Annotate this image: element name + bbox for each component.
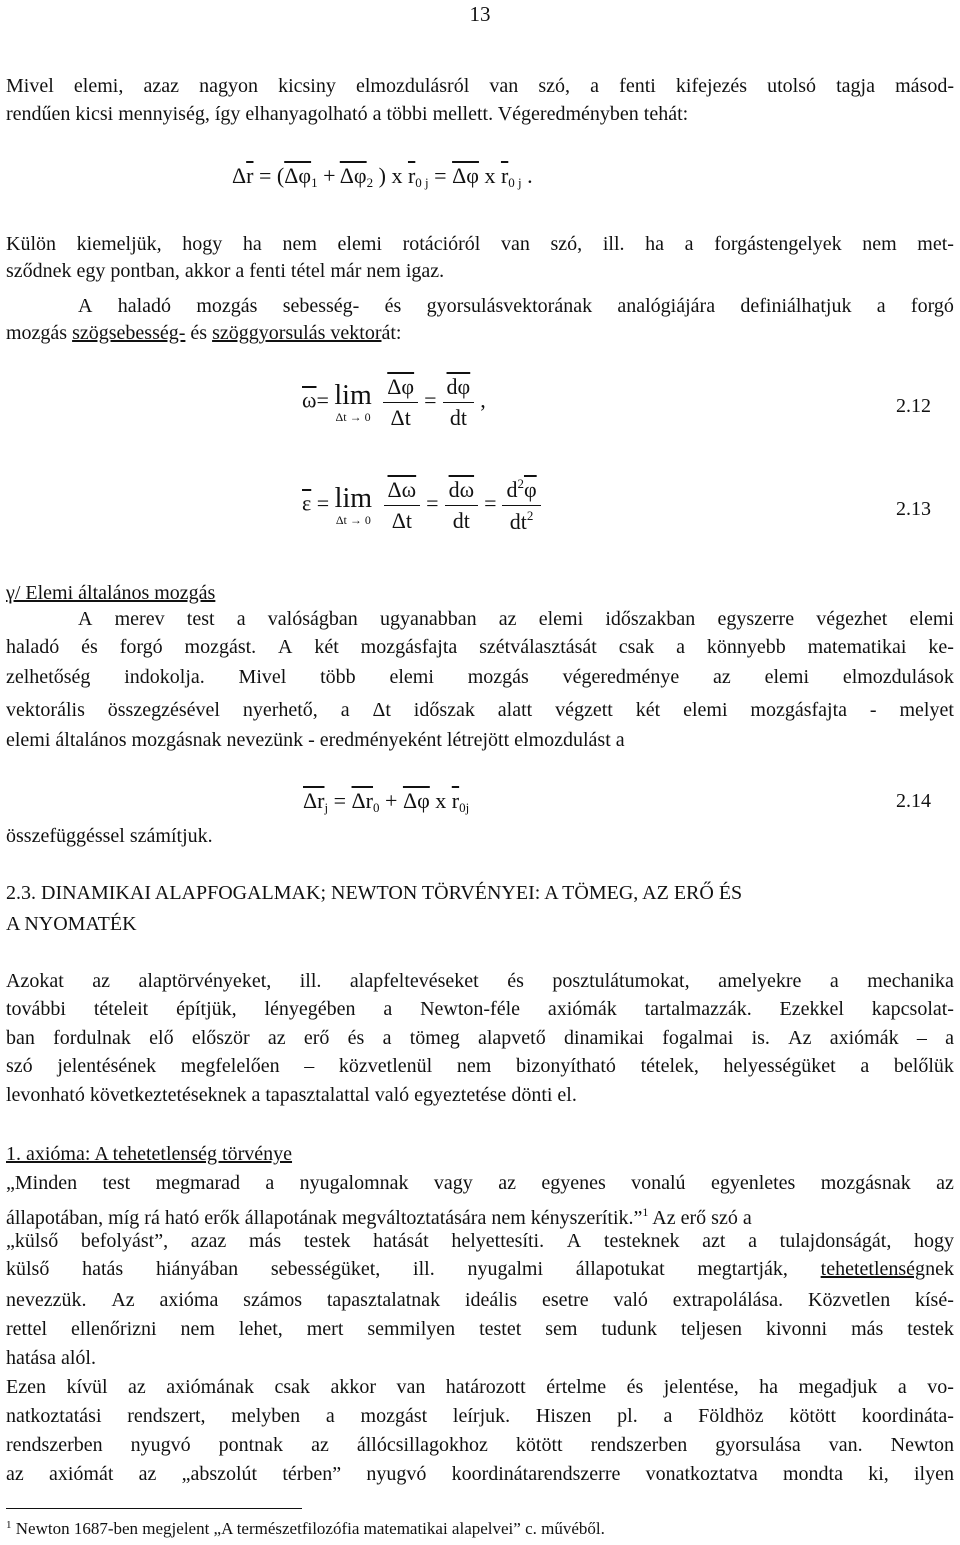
word: kötött: [515, 1434, 563, 1456]
word: lehet,: [238, 1318, 283, 1340]
footnote: [6, 1519, 605, 1539]
word: teljesen: [680, 1318, 743, 1340]
word: tapasztalatnak: [326, 1289, 441, 1311]
word: nyugvó: [366, 1463, 427, 1485]
word: sem: [545, 1318, 578, 1340]
word: analógiájára: [617, 295, 716, 317]
word: az: [713, 666, 731, 688]
word: matematikai: [807, 636, 907, 658]
word: haladó: [6, 636, 60, 658]
word: jelentése,: [663, 1376, 739, 1398]
word: ha: [759, 1376, 779, 1398]
word: A: [78, 608, 93, 630]
word: az: [498, 608, 517, 630]
axiom-1-line-2: állapotában, míg rá ható erők állapotának megváltoztatására nem kényszerítik.”$^1$ Az erő szó a: [6, 1205, 752, 1229]
word: Newton: [890, 1434, 954, 1456]
word: vo-: [927, 1376, 954, 1398]
word: vonatkoztatva: [645, 1463, 758, 1485]
word: van: [489, 75, 519, 97]
word: merev: [114, 608, 165, 630]
word: mozgásnak: [820, 1172, 911, 1194]
word: ke-: [928, 636, 954, 658]
term-angular-velocity: szögsebesség-: [72, 322, 186, 344]
word: is.: [751, 1027, 770, 1049]
word: nem: [456, 1055, 492, 1077]
page-number: 13: [469, 2, 491, 26]
word: dinamikai: [563, 1027, 644, 1049]
word: fenti: [619, 75, 656, 97]
word: egyenes: [541, 1172, 606, 1194]
word: akkor: [330, 1376, 376, 1398]
axiom-1-line-6: [6, 1316, 954, 1342]
word: időszakban: [605, 608, 696, 630]
word: alatt: [497, 699, 533, 721]
word: befolyást”,: [80, 1230, 169, 1252]
section-2-3-line-1: [6, 968, 954, 994]
word: építjük,: [176, 998, 237, 1020]
axiom-1-line-1: [6, 1170, 954, 1196]
word: időszak: [413, 699, 475, 721]
axiom-1-line-8: [6, 1374, 954, 1400]
word: nem: [282, 233, 317, 255]
word: belőlük: [893, 1055, 954, 1077]
word: vagy: [433, 1172, 473, 1194]
word: tételeit: [93, 998, 149, 1020]
word: van: [500, 233, 530, 255]
word: haladó: [117, 295, 172, 317]
word: ill.: [602, 233, 625, 255]
word: mechanika: [867, 970, 954, 992]
para2-line-2: sződnek egy pontban, akkor a fenti tétel már nem igaz.: [6, 260, 445, 282]
word: térben”: [282, 1463, 342, 1485]
word: ill.: [299, 970, 322, 992]
word: alapvető: [477, 1027, 546, 1049]
word: kiemeljük,: [76, 233, 162, 255]
word: test: [186, 608, 215, 630]
word: nem: [180, 1318, 215, 1340]
word: mozgást.: [184, 636, 257, 658]
word: elemi: [909, 608, 954, 630]
word: és: [347, 1027, 365, 1049]
word: ellenőrizni: [71, 1318, 157, 1340]
word: szó: [6, 1055, 33, 1077]
word: gyorsulásvektorának: [426, 295, 593, 317]
word: semmilyen: [367, 1318, 456, 1340]
word: csak: [618, 636, 655, 658]
word: A: [78, 295, 93, 317]
word: –: [916, 1027, 927, 1049]
word: testek: [907, 1318, 954, 1340]
word: végzett: [555, 699, 613, 721]
word: végeredménye: [562, 666, 680, 688]
word: tagja: [836, 75, 875, 97]
word: hogy: [182, 233, 223, 255]
word: ideális: [464, 1289, 518, 1311]
word: kicsiny: [278, 75, 336, 97]
word: extrapolálása.: [672, 1289, 784, 1311]
word: külső: [6, 1258, 50, 1280]
word: az: [6, 1463, 24, 1485]
word: alaptörvényeket,: [138, 970, 272, 992]
word: A: [278, 636, 293, 658]
footnote-separator: [6, 1508, 302, 1509]
word: vonalú: [631, 1172, 686, 1194]
word: és: [81, 636, 98, 658]
word: először: [191, 1027, 250, 1049]
word: és: [626, 1376, 644, 1398]
word: nevezzük.: [6, 1289, 87, 1311]
word: elemi: [337, 233, 382, 255]
word: Ezen: [6, 1376, 46, 1398]
word: több: [320, 666, 356, 688]
gamma-line-1: [78, 606, 954, 632]
word: állapotukat: [575, 1258, 665, 1280]
word: utolsó: [767, 75, 817, 97]
word: tudunk: [601, 1318, 657, 1340]
word: vektorális: [6, 699, 85, 721]
word: koordinátarendszerre: [451, 1463, 621, 1485]
word: –: [304, 1055, 315, 1077]
word: natkoztatási: [6, 1405, 102, 1427]
word: és: [507, 970, 524, 992]
word: leírjuk.: [452, 1405, 511, 1427]
word: más: [248, 1230, 282, 1252]
word-suffix: nek: [925, 1258, 954, 1280]
section-2-3-line-5: levonható következtetéseknek a tapasztalattal való egyeztetése dönti el.: [6, 1084, 577, 1106]
word: axiómák: [829, 1027, 899, 1049]
word: fordulnak: [53, 1027, 131, 1049]
word: „abszolút: [181, 1463, 258, 1485]
gamma-line-2: [6, 634, 954, 660]
word: azaz: [143, 75, 179, 97]
word: nyugvó: [130, 1434, 191, 1456]
word: a: [325, 1405, 335, 1427]
word: pontnak: [218, 1434, 284, 1456]
word: közvetlenül: [338, 1055, 433, 1077]
word: van.: [828, 1434, 863, 1456]
word: megfelelően: [180, 1055, 280, 1077]
word: Newton-féle: [420, 998, 521, 1020]
word: hatását: [373, 1230, 429, 1252]
word: tételek,: [640, 1055, 699, 1077]
word: jelentésének: [57, 1055, 157, 1077]
word: a: [945, 1027, 954, 1049]
footnote-reference: 1: [642, 1205, 649, 1219]
word: forgó: [119, 636, 163, 658]
footnote-text: Newton 1687-ben megjelent „A természetfilozófia matematikai alapelvei” c. művéből.: [11, 1519, 605, 1538]
word: „külső: [6, 1230, 59, 1252]
word: rendszerben: [590, 1434, 688, 1456]
word: az: [936, 1172, 954, 1194]
word: a: [748, 1230, 757, 1252]
intro-line-1: [6, 73, 954, 99]
word: szó,: [538, 75, 571, 97]
word: mozgásfajta: [750, 699, 848, 721]
word: kívül: [66, 1376, 108, 1398]
word: elemi: [683, 699, 728, 721]
equation-number-2-12: 2.12: [896, 395, 931, 417]
word: test: [102, 1172, 131, 1194]
word: megadjuk: [798, 1376, 878, 1398]
word: hogy: [913, 1230, 954, 1252]
word: forgó: [910, 295, 954, 317]
word: ha: [645, 233, 665, 255]
word: számos: [243, 1289, 303, 1311]
axiom-1-line-4: [6, 1256, 954, 1282]
word: lényegében: [264, 998, 356, 1020]
section-2-3-heading-line-1: 2.3. DINAMIKAI ALAPFOGALMAK; NEWTON TÖRVÉNYEI: A TÖMEG, AZ ERŐ ÉS: [6, 882, 743, 904]
word: zelhetőség: [6, 666, 91, 688]
word: mondta: [782, 1463, 843, 1485]
word: a: [897, 1376, 907, 1398]
word: melyet: [899, 699, 954, 721]
para2-line-3: [78, 293, 954, 319]
word: rettel: [6, 1318, 48, 1340]
word: elemi: [389, 666, 434, 688]
word: és: [384, 295, 402, 317]
word: [821, 1256, 954, 1282]
word: az: [267, 1027, 286, 1049]
word: elmozdulásról: [355, 75, 470, 97]
word: kifejezés: [675, 75, 747, 97]
word: Azokat: [6, 970, 64, 992]
word: Külön: [6, 233, 56, 255]
axiom-1-line-9: [6, 1403, 954, 1429]
word: indokolja.: [124, 666, 205, 688]
word: sebességüket,: [270, 1258, 381, 1280]
word: Közvetlen: [808, 1289, 891, 1311]
word: az: [92, 970, 111, 992]
word: a: [876, 295, 886, 317]
word: rotációról: [402, 233, 481, 255]
word: kísé-: [915, 1289, 954, 1311]
word: „Minden: [6, 1172, 78, 1194]
intro-line-2: rendűen kicsi mennyiség, így elhanyagolható a többi mellett. Végeredményben tehát:: [6, 103, 689, 125]
word: ilyen: [913, 1463, 954, 1485]
word: helyettesíti.: [451, 1230, 545, 1252]
word: a: [829, 970, 839, 992]
word: testek: [303, 1230, 351, 1252]
word: a: [383, 998, 393, 1020]
word: a: [663, 1405, 673, 1427]
word: helyességüket: [723, 1055, 836, 1077]
footnote-mark: 1: [6, 1519, 12, 1531]
word: valóságban: [267, 608, 358, 630]
word: azaz: [190, 1230, 227, 1252]
word: fogalmai: [662, 1027, 734, 1049]
word: erő: [303, 1027, 330, 1049]
axiom-1-line-5: [6, 1287, 954, 1313]
gamma-line-3: [6, 664, 954, 690]
word: a: [340, 699, 350, 721]
word: csak: [274, 1376, 310, 1398]
word: a: [590, 75, 600, 97]
word: más: [851, 1318, 884, 1340]
word: a: [684, 233, 694, 255]
equation-2-14: $\overline{\Delta r}_j = \overline{\Delta r}_0 + \overline{\Delta\varphi}$ x $\overline{r}_{0j}$: [303, 788, 470, 815]
word: testeknek: [603, 1230, 680, 1252]
word: melyben: [231, 1405, 301, 1427]
word: kapcsolat-: [871, 998, 954, 1020]
word: elmozdulások: [842, 666, 954, 688]
word: értelme: [546, 1376, 607, 1398]
term-angular-acceleration: szöggyorsulás vektor: [212, 322, 382, 344]
word: másod-: [895, 75, 954, 97]
word: testet: [479, 1318, 522, 1340]
equation-number-2-13: 2.13: [896, 498, 931, 520]
word: egyenletes: [710, 1172, 796, 1194]
gamma-line-4: [6, 697, 954, 723]
section-2-3-line-2: [6, 996, 954, 1022]
term-inertia: tehetetlenség: [820, 1258, 926, 1280]
word: egyszerre: [717, 608, 795, 630]
word: definiálhatjuk: [740, 295, 852, 317]
word: nagyon: [199, 75, 258, 97]
word: való: [613, 1289, 648, 1311]
word: esetre: [541, 1289, 589, 1311]
word: hatás: [82, 1258, 124, 1280]
word: azt: [702, 1230, 726, 1252]
word: Δt: [372, 699, 391, 721]
word: a: [860, 1055, 870, 1077]
word: ugyanabban: [379, 608, 477, 630]
word: az: [138, 1463, 157, 1485]
word: állócsillagokhoz: [356, 1434, 488, 1456]
word: mert: [306, 1318, 344, 1340]
axiom-1-line-7: hatása alól.: [6, 1347, 96, 1369]
word: további: [6, 998, 66, 1020]
word: elemi: [764, 666, 810, 688]
word: Ezekkel: [779, 998, 844, 1020]
word: nyugalomnak: [299, 1172, 409, 1194]
axiom-1-line-11: [6, 1461, 954, 1487]
equation-rotation-sum: $\Delta\overline{r} = (\overline{\Delta\varphi}_1 + \overline{\Delta\varphi}_2$ ) x $\overline{r}_{0 j} = \overline{\Delta\varphi}$ x $\overline{r}_{0 j}$ .: [232, 163, 533, 190]
word: bizonyítható: [515, 1055, 616, 1077]
word: gyorsulása: [715, 1434, 801, 1456]
word: axióma: [159, 1289, 219, 1311]
word: mozgás: [196, 295, 258, 317]
word: van: [396, 1376, 426, 1398]
word: forgástengelyek: [714, 233, 842, 255]
equation-2-12: $\overline{\omega}= \lim$ Δt → 0 $\frac{\overline{\Delta\varphi}}{\Delta t}$ = $\frac{\overline{d\varphi}}{dt}$ ,: [302, 374, 486, 430]
word: könnyebb: [706, 636, 786, 658]
word: az: [128, 1376, 146, 1398]
word: szó,: [550, 233, 583, 255]
word: tulajdonságát,: [779, 1230, 892, 1252]
section-2-3-line-4: [6, 1053, 954, 1079]
word: A: [566, 1230, 582, 1252]
para2-line-4: mozgás szögsebesség- és szöggyorsulás vektorát:: [6, 322, 402, 344]
word: a: [382, 1027, 392, 1049]
word: az: [498, 1172, 516, 1194]
word: összegzésével: [107, 699, 220, 721]
word: nyerhető,: [242, 699, 318, 721]
word: ki,: [868, 1463, 889, 1485]
word: a: [676, 636, 686, 658]
word: -: [869, 699, 877, 721]
word: rendszert,: [127, 1405, 206, 1427]
equation-2-13: $\overline{\varepsilon} = \lim$ Δt → 0 $\frac{\overline{\Delta\omega}}{\Delta t}$ = $\frac{\overline{d\omega}}{dt}$ = $\frac{d^2\overline{\varphi}}{dt^2}$: [302, 476, 547, 535]
word: tömeg: [409, 1027, 460, 1049]
word: koordináta-: [861, 1405, 954, 1427]
word: két: [314, 636, 339, 658]
word: nem: [862, 233, 897, 255]
word: pl.: [617, 1405, 638, 1427]
word: posztulátumokat,: [552, 970, 690, 992]
word: szétválasztását: [479, 636, 597, 658]
word: végezhet: [816, 608, 888, 630]
section-2-3-line-3: [6, 1025, 954, 1051]
word: Mivel: [238, 666, 287, 688]
word: kötött: [789, 1405, 837, 1427]
word: elemi,: [73, 75, 124, 97]
word: megtartják,: [697, 1258, 788, 1280]
axiom-1-line-3: [6, 1228, 954, 1254]
para2-line-1: [6, 231, 954, 257]
word: az: [311, 1434, 329, 1456]
word: sebesség-: [282, 295, 360, 317]
equation-2-14-caption: összefüggéssel számítjuk.: [6, 825, 213, 847]
word: tartalmazzák.: [644, 998, 752, 1020]
word: mozgásfajta: [360, 636, 458, 658]
word: mozgást: [360, 1405, 428, 1427]
axiom-1-line-10: [6, 1432, 954, 1458]
word: axiómák: [547, 998, 617, 1020]
word: amelyekre: [718, 970, 802, 992]
word: rendszerben: [6, 1434, 103, 1456]
word: alapfeltevéseket: [349, 970, 479, 992]
word: Földhöz: [698, 1405, 764, 1427]
word: Az: [788, 1027, 812, 1049]
word: nyugalmi: [467, 1258, 544, 1280]
word: axiómának: [166, 1376, 254, 1398]
word: a: [265, 1172, 275, 1194]
word: ha: [242, 233, 262, 255]
word: elemi: [538, 608, 584, 630]
section-gamma-heading: γ/ Elemi általános mozgás: [6, 582, 216, 604]
word: Hiszen: [535, 1405, 592, 1427]
word: a: [236, 608, 246, 630]
word: met-: [917, 233, 954, 255]
word: Mivel: [6, 75, 54, 97]
word: ban: [6, 1027, 35, 1049]
word: megmarad: [155, 1172, 241, 1194]
word: mozgás: [467, 666, 529, 688]
word: határozott: [445, 1376, 526, 1398]
word: két: [635, 699, 661, 721]
word: kivonni: [765, 1318, 828, 1340]
equation-number-2-14: 2.14: [896, 790, 931, 812]
section-2-3-heading-line-2: A NYOMATÉK: [6, 913, 137, 935]
gamma-line-5: elemi általános mozgásnak nevezünk - eredményeként létrejött elmozdulást a: [6, 729, 625, 751]
axiom-1-heading: 1. axióma: A tehetetlenség törvénye: [6, 1143, 293, 1165]
word: hiányában: [155, 1258, 239, 1280]
word: axiómát: [48, 1463, 114, 1485]
word: elő: [149, 1027, 174, 1049]
word: Az: [111, 1289, 135, 1311]
word: ill.: [413, 1258, 435, 1280]
